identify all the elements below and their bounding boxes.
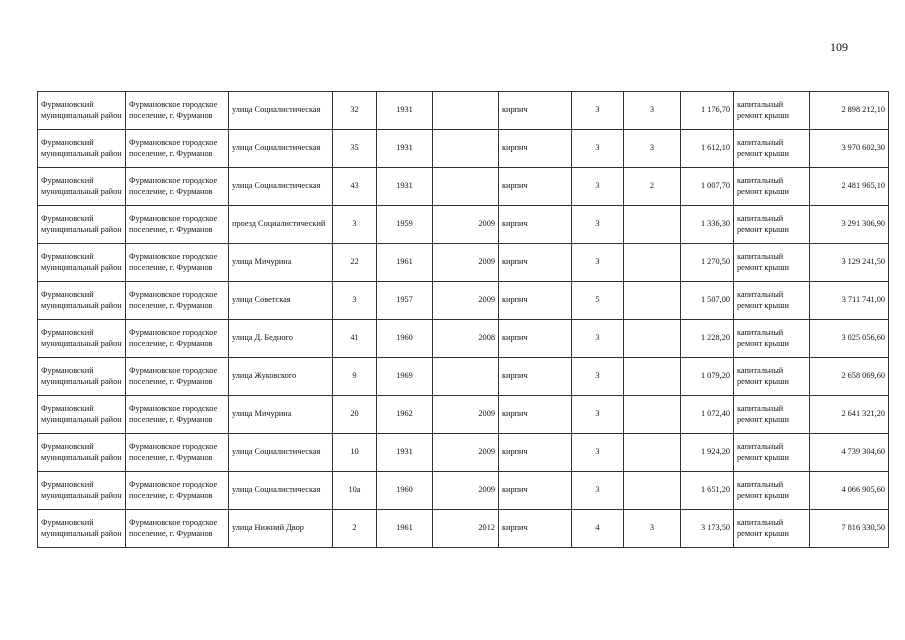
entrances-cell: 3 bbox=[624, 92, 681, 130]
house-number-cell: 22 bbox=[333, 244, 377, 282]
wall-material-cell: кирпич bbox=[499, 206, 572, 244]
street-cell: улица Социалистическая bbox=[229, 168, 333, 206]
house-number-cell: 3 bbox=[333, 282, 377, 320]
cost-cell: 3 129 241,50 bbox=[810, 244, 889, 282]
floors-cell: 3 bbox=[572, 358, 624, 396]
construction-year-cell: 1961 bbox=[377, 244, 433, 282]
construction-year-cell: 1931 bbox=[377, 130, 433, 168]
construction-year-cell: 1962 bbox=[377, 396, 433, 434]
renovation-year-cell: 2009 bbox=[433, 434, 499, 472]
cost-cell: 2 481 965,10 bbox=[810, 168, 889, 206]
renovation-year-cell bbox=[433, 92, 499, 130]
area-cell: 1 072,40 bbox=[681, 396, 734, 434]
area-cell: 1 651,20 bbox=[681, 472, 734, 510]
renovation-year-cell: 2009 bbox=[433, 206, 499, 244]
renovation-year-cell: 2009 bbox=[433, 396, 499, 434]
renovation-year-cell: 2009 bbox=[433, 282, 499, 320]
street-cell: улица Нижний Двор bbox=[229, 510, 333, 548]
settlement-cell: Фурмановское городское поселение, г. Фурманов bbox=[126, 472, 229, 510]
settlement-cell: Фурмановское городское поселение, г. Фурманов bbox=[126, 244, 229, 282]
entrances-cell bbox=[624, 282, 681, 320]
cost-cell: 3 711 741,00 bbox=[810, 282, 889, 320]
district-cell: Фурмановский муниципальный район bbox=[38, 396, 126, 434]
house-number-cell: 35 bbox=[333, 130, 377, 168]
settlement-cell: Фурмановское городское поселение, г. Фурманов bbox=[126, 92, 229, 130]
area-cell: 3 173,50 bbox=[681, 510, 734, 548]
house-number-cell: 10а bbox=[333, 472, 377, 510]
construction-year-cell: 1960 bbox=[377, 320, 433, 358]
wall-material-cell: кирпич bbox=[499, 434, 572, 472]
table-body bbox=[38, 92, 889, 548]
floors-cell: 5 bbox=[572, 282, 624, 320]
construction-year-cell: 1969 bbox=[377, 358, 433, 396]
construction-year-cell: 1931 bbox=[377, 168, 433, 206]
cost-cell: 2 898 212,10 bbox=[810, 92, 889, 130]
work-type-cell: капитальный ремонт крыши bbox=[734, 510, 810, 548]
street-cell: проезд Социалистический bbox=[229, 206, 333, 244]
district-cell: Фурмановский муниципальный район bbox=[38, 358, 126, 396]
wall-material-cell: кирпич bbox=[499, 472, 572, 510]
table-row bbox=[38, 130, 889, 168]
area-cell: 1 176,70 bbox=[681, 92, 734, 130]
settlement-cell: Фурмановское городское поселение, г. Фурманов bbox=[126, 282, 229, 320]
renovation-year-cell: 2008 bbox=[433, 320, 499, 358]
floors-cell: 3 bbox=[572, 168, 624, 206]
house-number-cell: 20 bbox=[333, 396, 377, 434]
cost-cell: 3 291 306,90 bbox=[810, 206, 889, 244]
renovation-year-cell: 2012 bbox=[433, 510, 499, 548]
house-number-cell: 41 bbox=[333, 320, 377, 358]
table-row bbox=[38, 396, 889, 434]
settlement-cell: Фурмановское городское поселение, г. Фурманов bbox=[126, 358, 229, 396]
area-cell: 1 612,10 bbox=[681, 130, 734, 168]
district-cell: Фурмановский муниципальный район bbox=[38, 92, 126, 130]
floors-cell: 3 bbox=[572, 472, 624, 510]
wall-material-cell: кирпич bbox=[499, 510, 572, 548]
street-cell: улица Советская bbox=[229, 282, 333, 320]
street-cell: улица Социалистическая bbox=[229, 92, 333, 130]
cost-cell: 2 658 069,60 bbox=[810, 358, 889, 396]
district-cell: Фурмановский муниципальный район bbox=[38, 130, 126, 168]
area-cell: 1 007,70 bbox=[681, 168, 734, 206]
street-cell: улица Социалистическая bbox=[229, 130, 333, 168]
construction-year-cell: 1961 bbox=[377, 510, 433, 548]
cost-cell: 3 970 602,30 bbox=[810, 130, 889, 168]
house-number-cell: 43 bbox=[333, 168, 377, 206]
cost-cell: 7 816 330,50 bbox=[810, 510, 889, 548]
work-type-cell: капитальный ремонт крыши bbox=[734, 206, 810, 244]
cost-cell: 4 066 905,60 bbox=[810, 472, 889, 510]
settlement-cell: Фурмановское городское поселение, г. Фурманов bbox=[126, 396, 229, 434]
renovation-year-cell: 2009 bbox=[433, 244, 499, 282]
entrances-cell: 3 bbox=[624, 510, 681, 548]
table-row bbox=[38, 206, 889, 244]
district-cell: Фурмановский муниципальный район bbox=[38, 510, 126, 548]
floors-cell: 3 bbox=[572, 92, 624, 130]
work-type-cell: капитальный ремонт крыши bbox=[734, 130, 810, 168]
entrances-cell bbox=[624, 434, 681, 472]
house-number-cell: 3 bbox=[333, 206, 377, 244]
floors-cell: 4 bbox=[572, 510, 624, 548]
cost-cell: 2 641 321,20 bbox=[810, 396, 889, 434]
district-cell: Фурмановский муниципальный район bbox=[38, 472, 126, 510]
work-type-cell: капитальный ремонт крыши bbox=[734, 92, 810, 130]
construction-year-cell: 1931 bbox=[377, 92, 433, 130]
construction-year-cell: 1959 bbox=[377, 206, 433, 244]
district-cell: Фурмановский муниципальный район bbox=[38, 282, 126, 320]
work-type-cell: капитальный ремонт крыши bbox=[734, 434, 810, 472]
house-number-cell: 9 bbox=[333, 358, 377, 396]
area-cell: 1 079,20 bbox=[681, 358, 734, 396]
floors-cell: 3 bbox=[572, 130, 624, 168]
cost-cell: 3 025 056,60 bbox=[810, 320, 889, 358]
renovation-year-cell bbox=[433, 358, 499, 396]
table-row bbox=[38, 282, 889, 320]
settlement-cell: Фурмановское городское поселение, г. Фурманов bbox=[126, 168, 229, 206]
district-cell: Фурмановский муниципальный район bbox=[38, 206, 126, 244]
house-number-cell: 2 bbox=[333, 510, 377, 548]
wall-material-cell: кирпич bbox=[499, 244, 572, 282]
construction-year-cell: 1931 bbox=[377, 434, 433, 472]
district-cell: Фурмановский муниципальный район bbox=[38, 320, 126, 358]
entrances-cell bbox=[624, 472, 681, 510]
floors-cell: 3 bbox=[572, 320, 624, 358]
floors-cell: 3 bbox=[572, 244, 624, 282]
work-type-cell: капитальный ремонт крыши bbox=[734, 168, 810, 206]
area-cell: 1 228,20 bbox=[681, 320, 734, 358]
table-row bbox=[38, 472, 889, 510]
street-cell: улица Мичурина bbox=[229, 244, 333, 282]
street-cell: улица Д. Бедного bbox=[229, 320, 333, 358]
work-type-cell: капитальный ремонт крыши bbox=[734, 282, 810, 320]
house-number-cell: 10 bbox=[333, 434, 377, 472]
table-row bbox=[38, 358, 889, 396]
wall-material-cell: кирпич bbox=[499, 168, 572, 206]
wall-material-cell: кирпич bbox=[499, 396, 572, 434]
table-row bbox=[38, 244, 889, 282]
district-cell: Фурмановский муниципальный район bbox=[38, 244, 126, 282]
wall-material-cell: кирпич bbox=[499, 92, 572, 130]
area-cell: 1 336,30 bbox=[681, 206, 734, 244]
construction-year-cell: 1957 bbox=[377, 282, 433, 320]
street-cell: улица Социалистическая bbox=[229, 434, 333, 472]
district-cell: Фурмановский муниципальный район bbox=[38, 434, 126, 472]
settlement-cell: Фурмановское городское поселение, г. Фурманов bbox=[126, 510, 229, 548]
renovation-year-cell bbox=[433, 168, 499, 206]
entrances-cell bbox=[624, 358, 681, 396]
construction-year-cell: 1960 bbox=[377, 472, 433, 510]
table-row bbox=[38, 434, 889, 472]
table-row bbox=[38, 320, 889, 358]
entrances-cell: 3 bbox=[624, 130, 681, 168]
wall-material-cell: кирпич bbox=[499, 282, 572, 320]
entrances-cell bbox=[624, 320, 681, 358]
entrances-cell bbox=[624, 396, 681, 434]
settlement-cell: Фурмановское городское поселение, г. Фурманов bbox=[126, 130, 229, 168]
floors-cell: 3 bbox=[572, 396, 624, 434]
wall-material-cell: кирпич bbox=[499, 358, 572, 396]
housing-registry-table bbox=[37, 91, 889, 548]
floors-cell: 3 bbox=[572, 206, 624, 244]
settlement-cell: Фурмановское городское поселение, г. Фурманов bbox=[126, 320, 229, 358]
settlement-cell: Фурмановское городское поселение, г. Фурманов bbox=[126, 206, 229, 244]
street-cell: улица Жуковского bbox=[229, 358, 333, 396]
wall-material-cell: кирпич bbox=[499, 130, 572, 168]
table-row bbox=[38, 168, 889, 206]
renovation-year-cell: 2009 bbox=[433, 472, 499, 510]
page-number: 109 bbox=[830, 40, 848, 54]
area-cell: 1 924,20 bbox=[681, 434, 734, 472]
entrances-cell bbox=[624, 244, 681, 282]
wall-material-cell: кирпич bbox=[499, 320, 572, 358]
house-number-cell: 32 bbox=[333, 92, 377, 130]
table-row bbox=[38, 92, 889, 130]
floors-cell: 3 bbox=[572, 434, 624, 472]
entrances-cell: 2 bbox=[624, 168, 681, 206]
renovation-year-cell bbox=[433, 130, 499, 168]
settlement-cell: Фурмановское городское поселение, г. Фурманов bbox=[126, 434, 229, 472]
entrances-cell bbox=[624, 206, 681, 244]
work-type-cell: капитальный ремонт крыши bbox=[734, 244, 810, 282]
street-cell: улица Социалистическая bbox=[229, 472, 333, 510]
district-cell: Фурмановский муниципальный район bbox=[38, 168, 126, 206]
work-type-cell: капитальный ремонт крыши bbox=[734, 396, 810, 434]
work-type-cell: капитальный ремонт крыши bbox=[734, 472, 810, 510]
street-cell: улица Мичурина bbox=[229, 396, 333, 434]
area-cell: 1 270,50 bbox=[681, 244, 734, 282]
cost-cell: 4 739 304,60 bbox=[810, 434, 889, 472]
area-cell: 1 507,00 bbox=[681, 282, 734, 320]
work-type-cell: капитальный ремонт крыши bbox=[734, 320, 810, 358]
work-type-cell: капитальный ремонт крыши bbox=[734, 358, 810, 396]
table-row bbox=[38, 510, 889, 548]
